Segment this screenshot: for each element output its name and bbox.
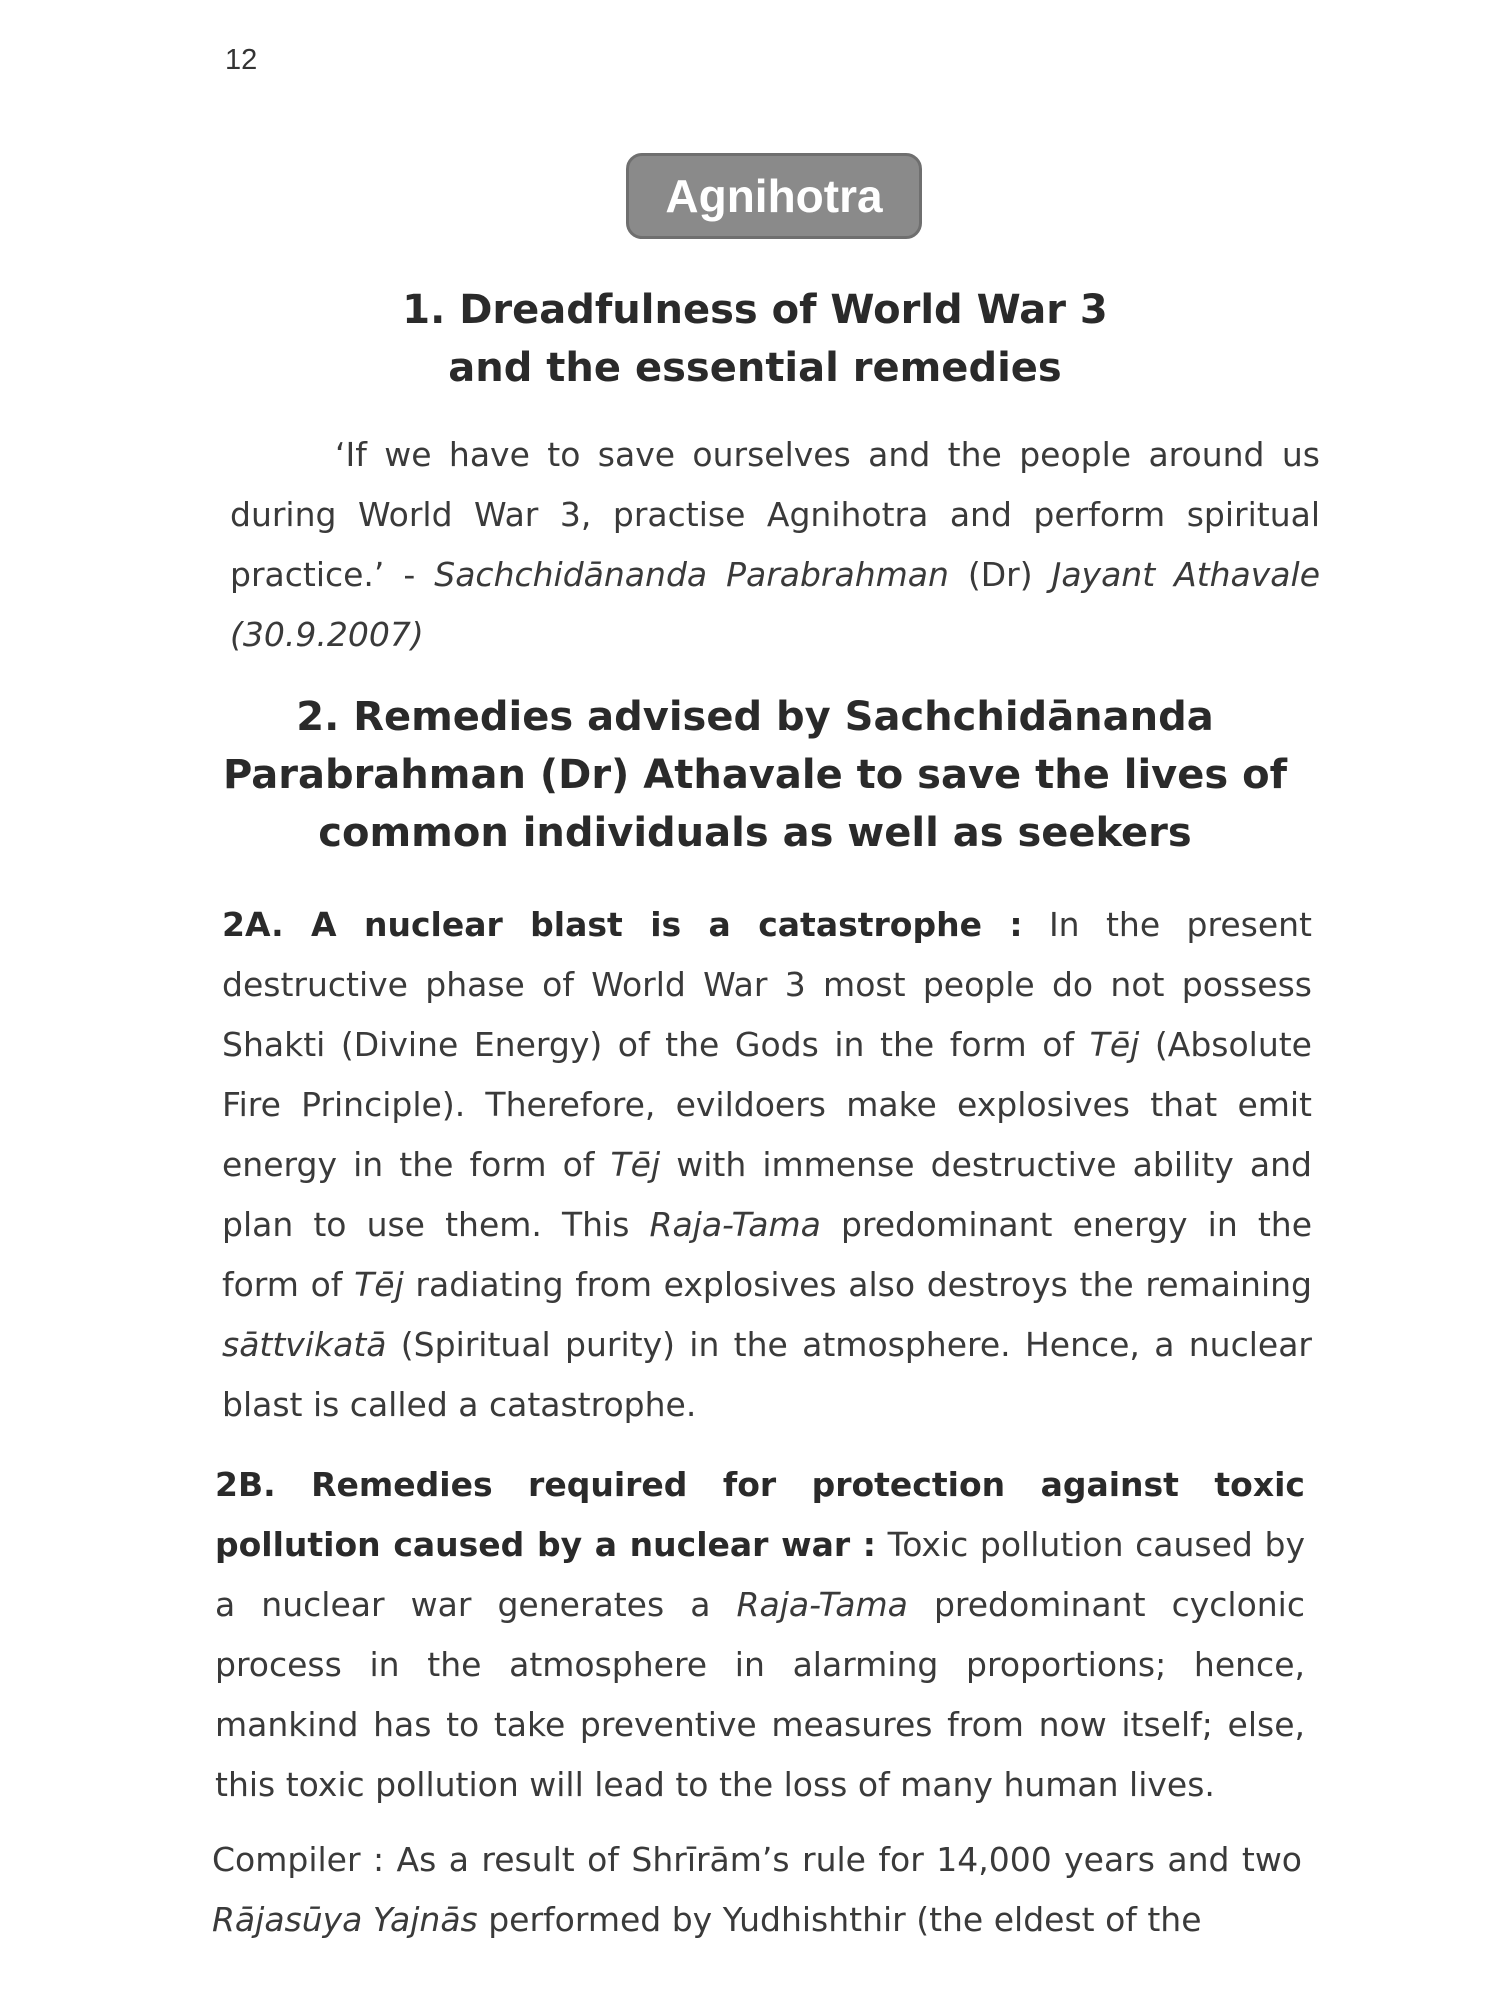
body-text: (Spiritual purity) in the atmosphere. Hence, a nuclear blast is called a catastrophe. (222, 1325, 1312, 1424)
italic-term: Tēj (610, 1145, 661, 1184)
body-text: predominant energy in the form of (222, 1205, 1313, 1304)
quote-attribution: Sachchidānanda Parabrahman (434, 555, 949, 594)
quote-date: (30.9.2007) (230, 615, 424, 654)
section-1-heading-line: 1. Dreadfulness of World War 3 (402, 287, 1108, 333)
quote-attribution-name: Jayant Athavale (1051, 555, 1320, 594)
quote-separator: - (384, 555, 435, 594)
section-1-quote (230, 425, 1320, 665)
italic-term: Tēj (1089, 1025, 1140, 1064)
body-text: performed by Yudhishthir (the eldest of the (477, 1900, 1202, 1939)
italic-term: Rājasūya Yajnās (212, 1900, 478, 1939)
body-text: (Absolute Fire Principle). Therefore, evildoers make explosives that emit energy in the form of (222, 1025, 1312, 1184)
italic-term: Raja-Tama (736, 1585, 908, 1624)
section-2b-paragraph (215, 1455, 1305, 1815)
body-text: radiating from explosives also destroys the remaining (403, 1265, 1312, 1304)
italic-term: sāttvikatā (222, 1325, 387, 1364)
italic-term: Raja-Tama (649, 1205, 821, 1244)
section-2-heading (200, 688, 1310, 862)
section-2a-paragraph (222, 895, 1312, 1435)
body-text: predominant cyclonic process in the atmosphere in alarming proportions; hence, mankind has to take preventive measures from now itself; else, this toxic pollution will lead to the loss of many human lives. (215, 1585, 1305, 1804)
body-text: In the present destructive phase of World War 3 most people do not possess Shakti (Divine Energy) of the Gods in the form of (222, 905, 1312, 1064)
section-1-heading-line: and the essential remedies (448, 345, 1062, 391)
section-2-heading-line: common individuals as well as seekers (318, 810, 1192, 856)
body-text: Toxic pollution caused by a nuclear war generates a (215, 1525, 1306, 1624)
page-number: 12 (225, 44, 258, 76)
body-text: with immense destructive ability and plan to use them. This (222, 1145, 1312, 1244)
italic-term: Tēj (354, 1265, 404, 1304)
section-2-heading-line: Parabrahman (Dr) Athavale to save the lives of (222, 752, 1287, 798)
section-2a-title: 2A. A nuclear blast is a catastrophe : (222, 905, 1023, 944)
quote-attribution-title: (Dr) (948, 555, 1052, 594)
section-2b-title: 2B. Remedies required for protection against toxic pollution caused by a nuclear war : (215, 1465, 1305, 1564)
section-1-heading (200, 281, 1310, 397)
body-text: Compiler : As a result of Shrīrām’s rule for 14,000 years and two (212, 1840, 1302, 1879)
quote-text: ‘If we have to save ourselves and the people around us during World War 3, practise Agnihotra and perform spiritual practice.’ (230, 435, 1320, 594)
section-2-heading-line: 2. Remedies advised by Sachchidānanda (296, 694, 1214, 740)
compiler-note (212, 1830, 1302, 1950)
chapter-banner: Agnihotra (626, 153, 922, 239)
